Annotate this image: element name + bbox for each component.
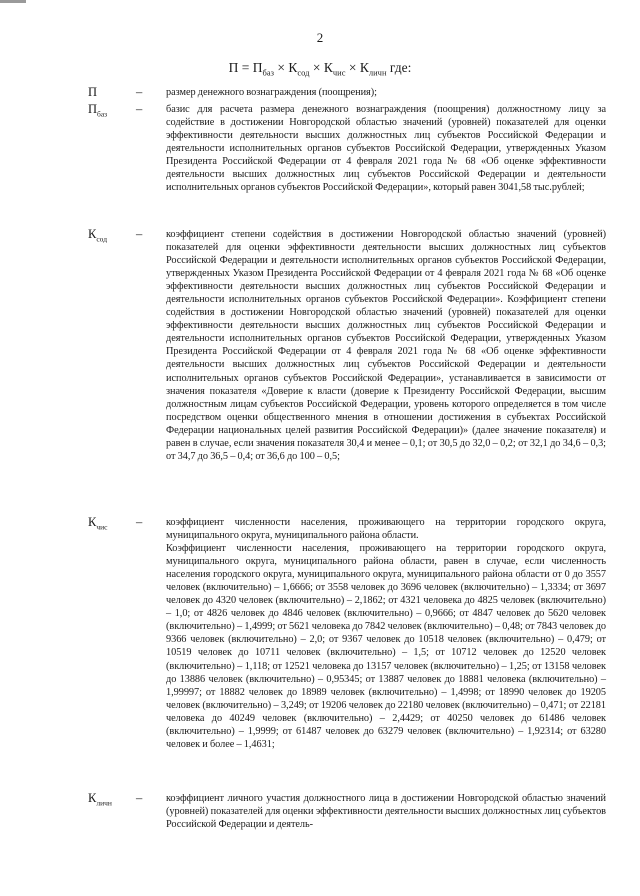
formula-k1: К (288, 60, 298, 75)
formula-times-3: × (345, 60, 360, 75)
formula-tail: где: (386, 60, 412, 75)
formula-equals: = (238, 60, 253, 75)
definition-paragraph: коэффициент личного участия должностного лица в достижении Новгородской областью значений (уровней) показателей для оценки эффективности деятельности высших должностных лиц субъектов Российской Федерации и деятель- (166, 793, 606, 831)
corner-scan-mark (0, 0, 26, 3)
definition-paragraph: коэффициент степени содействия в достижении Новгородской областью значений (уровней) показателей для оценки эффективности деятельности высших должностных лиц субъектов Российской Федерации и деятельности исполнительных органов субъектов Российской Федерации, утвержденных Указом Президента Российской Федерации от 4 февраля 2021 года № 68 «Об оценке эффективности деятельности высших должностных лиц субъектов Российской Федерации и деятельности исполнительных органов субъектов Российской Федерации». Коэффициент степени содействия в достижении Новгородской областью значений (уровней) показателей для оценки эффективности деятельности высших должностных лиц субъектов Российской Федерации и деятельности исполнительных органов субъектов Российской Федерации, утвержденных Указом Президента Российской Федерации от 4 февраля 2021 года № 68 «Об оценке эффективности деятельности высших должностных лиц субъектов Российской Федерации и деятельности исполнительных органов субъектов Российской Федерации», устанавливается в зависимости от значения показателя «Доверие к власти (доверие к Президенту Российской Федерации, высшим должностным лицам субъектов Российской Федерации, уровень которого определяется в том числе посредством оценки общественного мнения в отношении достижения в субъектах Российской Федерации национальных целей развития Российской Федерации)» (далее значение показателя) и равен в случае, если значения показателя 30,4 и менее – 0,1; от 30,5 до 32,0 – 0,2; от 32,1 до 34,6 – 0,3; от 34,7 до 36,5 – 0,4; от 36,6 до 100 – 0,5; (166, 229, 606, 462)
definition-text (166, 103, 606, 194)
definition-paragraph: коэффициент численности населения, проживающего на территории городского округа, муниципального округа, муниципального района области. (166, 517, 606, 542)
symbol-letter: К (88, 791, 97, 805)
definition-text (166, 792, 606, 831)
definition-dash: – (136, 227, 143, 241)
formula (0, 60, 640, 78)
definition-symbol (88, 86, 97, 104)
definition-text (166, 228, 606, 463)
symbol-letter: П (88, 102, 98, 116)
formula-k3: К (359, 60, 369, 75)
definition-symbol (88, 516, 107, 534)
symbol-letter: П (88, 85, 98, 99)
page-number: 2 (316, 30, 324, 45)
definition-paragraph: Коэффициент численности населения, проживающего на территории городского округа, муниципального округа, муниципального района области, равен в случае, если численность населения городского округа, муниципального округа, муниципального района области от 0 до 3557 человек (включительно) – 1,6666; от 3558 человек до 3696 человек (включительно) – 1,3334; от 3697 человек до 4320 человек (включительно) – 2,1862; от 4321 человека до 4825 человек (включительно) – 1,0; от 4826 человек до 4846 человек (включительно) – 0,9666; от 4847 человек до 5620 человек (включительно) – 1,4999; от 5621 человека до 7842 человек (включительно) – 0,48; от 7843 человек до 9366 человек (включительно) – 2,0; от 9367 человек до 10518 человек (включительно) – 0,479; от 10519 человек до 10711 человек (включительно) – 1,5; от 10712 человек до 12520 человек (включительно) – 1,118; от 12521 человека до 13157 человек (включительно) – 1,25; от 13158 человек до 13886 человек (включительно) – 0,95345; от 13887 человек до 18881 человека (включительно) – 1,99997; от 18882 человек до 18989 человек (включительно) – 1,4998; от 18990 человек до 19205 человек (включительно) – 3,249; от 19206 человек до 22180 человек (включительно) – 0,471; от 22181 человека до 40249 человек (включительно) – 2,4429; от 40250 человек до 61486 человек (включительно) – 1,9999; от 61487 человек до 63279 человек (включительно) – 1,92314; от 63280 человек и более – 1,4631; (166, 543, 606, 750)
definition-text (166, 516, 606, 751)
definition-text (166, 86, 606, 99)
formula-k2-sub: чис (332, 67, 346, 78)
formula-times-2: × (309, 60, 324, 75)
symbol-sub: личн (96, 798, 112, 808)
definition-paragraph: размер денежного вознаграждения (поощрения); (166, 87, 377, 98)
definition-paragraph: базис для расчета размера денежного вознаграждения (поощрения) должностному лицу за содействие в достижении Новгородской областью значений (уровней) показателей для оценки эффективности деятельности высших должностных лиц субъектов Российской Федерации и деятельности исполнительных органов субъектов Российской Федерации, утвержденных Указом Президента Российской Федерации от 4 февраля 2021 года № 68 «Об оценке эффективности деятельности высших должностных лиц субъектов Российской Федерации и деятельности исполнительных органов субъектов Российской Федерации», который равен 3041,58 тыс.рублей; (166, 104, 606, 194)
symbol-letter: К (88, 515, 97, 529)
symbol-sub: сод (96, 234, 108, 244)
definition-symbol (88, 103, 107, 121)
definition-dash: – (136, 791, 143, 805)
definition-symbol (88, 228, 107, 246)
formula-k2: К (323, 60, 333, 75)
formula-k1-sub: сод (297, 67, 310, 78)
formula-base-sub: баз (262, 67, 274, 78)
symbol-letter: К (88, 227, 97, 241)
formula-base: П (252, 60, 263, 75)
definition-dash: – (136, 85, 143, 99)
definition-dash: – (136, 515, 143, 529)
formula-times-1: × (273, 60, 289, 75)
symbol-sub: баз (97, 109, 108, 119)
formula-lhs: П (228, 60, 239, 75)
formula-k3-sub: личн (368, 67, 387, 78)
symbol-sub: чис (96, 522, 108, 532)
definition-dash: – (136, 102, 143, 116)
definition-symbol (88, 792, 112, 810)
